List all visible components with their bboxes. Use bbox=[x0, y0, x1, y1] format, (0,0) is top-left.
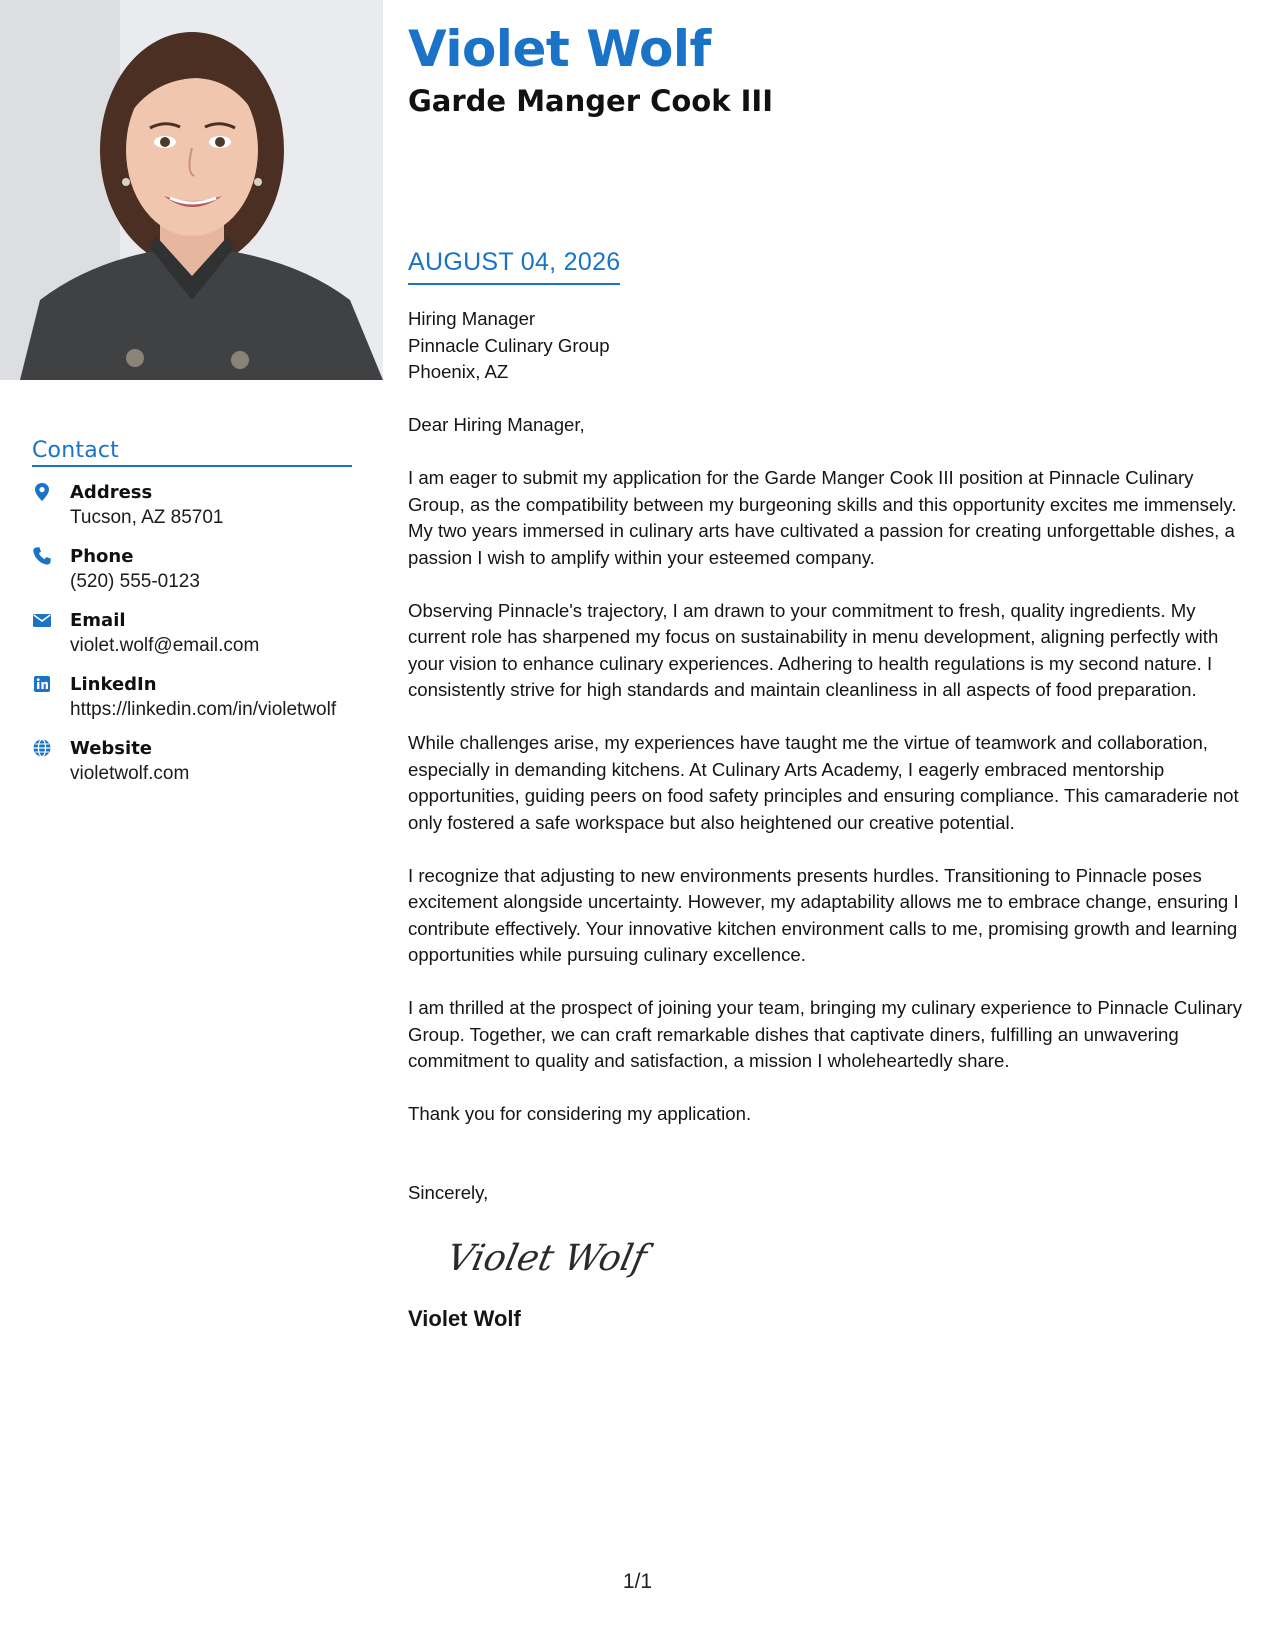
address-value: Tucson, AZ 85701 bbox=[70, 507, 224, 528]
contact-label: Address bbox=[70, 482, 153, 503]
page-number: 1/1 bbox=[622, 1570, 653, 1593]
contact-label: Website bbox=[70, 738, 153, 759]
contact-address bbox=[32, 481, 352, 530]
applicant-name: Violet Wolf bbox=[408, 20, 711, 78]
envelope-icon bbox=[32, 610, 54, 632]
contact-phone bbox=[32, 545, 352, 594]
closing: Sincerely, bbox=[408, 1181, 489, 1203]
contact-section bbox=[32, 438, 352, 801]
letter-body bbox=[408, 306, 1253, 1333]
letter-paragraph: I am thrilled at the prospect of joining your team, bringing my culinary experience to Pinnacle Culinary Group. Together, we can craft remarkable dishes that captivate diners, fulfilling an unwavering commitment to quality and satisfaction, a mission I wholeheartedly share. bbox=[408, 997, 1243, 1071]
linkedin-value[interactable]: https://linkedin.com/in/violetwolf bbox=[70, 699, 337, 720]
contact-label: LinkedIn bbox=[70, 674, 157, 695]
email-value[interactable]: violet.wolf@email.com bbox=[70, 635, 260, 656]
signature-image bbox=[450, 1228, 1253, 1288]
letter-date: AUGUST 04, 2026 bbox=[408, 248, 620, 285]
letter-paragraph: Observing Pinnacle's trajectory, I am drawn to your commitment to fresh, quality ingredients. My current role has sharpened my focus on sustainability in menu development, aligning perfectly with your vision to enhance culinary experiences. Adhering to health regulations is my second nature. I consistently strive for high standards and maintain cleanliness in all aspects of food preparation. bbox=[408, 599, 1219, 700]
letter-paragraph: I recognize that adjusting to new environments presents hurdles. Transitioning to Pinnacle poses excitement alongside uncertainty. However, my adaptability allows me to embrace change, ensuring I contribute effectively. Your innovative kitchen environment calls to me, promising growth and learning opportunities while pursuing culinary excellence. bbox=[408, 864, 1239, 965]
signer-name: Violet Wolf bbox=[408, 1306, 521, 1331]
recipient-line: Phoenix, AZ bbox=[408, 361, 509, 382]
applicant-role: Garde Manger Cook III bbox=[408, 84, 773, 118]
letter-paragraph: I am eager to submit my application for the Garde Manger Cook III position at Pinnacle Culinary Group, as the compatibility between my burgeoning skills and this opportunity excites me immensely. My two years immersed in culinary arts have cultivated a passion for creating unforgettable dishes, a passion I wish to amplify within your esteemed company. bbox=[408, 467, 1237, 568]
contact-website bbox=[32, 737, 352, 786]
contact-linkedin bbox=[32, 673, 352, 722]
signature-text: Violet Wolf bbox=[450, 1236, 651, 1279]
salutation: Dear Hiring Manager, bbox=[408, 414, 585, 435]
phone-icon bbox=[32, 546, 54, 568]
website-value[interactable]: violetwolf.com bbox=[70, 763, 190, 784]
globe-icon bbox=[32, 738, 54, 760]
recipient-line: Hiring Manager bbox=[408, 308, 536, 329]
recipient-line: Pinnacle Culinary Group bbox=[408, 334, 610, 356]
phone-value: (520) 555-0123 bbox=[70, 571, 200, 592]
location-pin-icon bbox=[32, 482, 54, 504]
linkedin-icon bbox=[32, 674, 54, 696]
contact-title: Contact bbox=[32, 438, 352, 467]
letter-paragraph: While challenges arise, my experiences have taught me the virtue of teamwork and collaboration, especially in demanding kitchens. At Culinary Arts Academy, I eagerly embraced mentorship opportunities, guiding peers on food safety principles and ensuring compliance. This camaraderie not only fostered a safe workspace but also heightened our creative potential. bbox=[408, 732, 1239, 833]
recipient-block bbox=[408, 306, 1253, 386]
thanks-line: Thank you for considering my application. bbox=[408, 1103, 752, 1124]
profile-photo bbox=[0, 0, 383, 380]
contact-email bbox=[32, 609, 352, 658]
contact-label: Email bbox=[70, 610, 126, 631]
contact-label: Phone bbox=[70, 546, 134, 567]
